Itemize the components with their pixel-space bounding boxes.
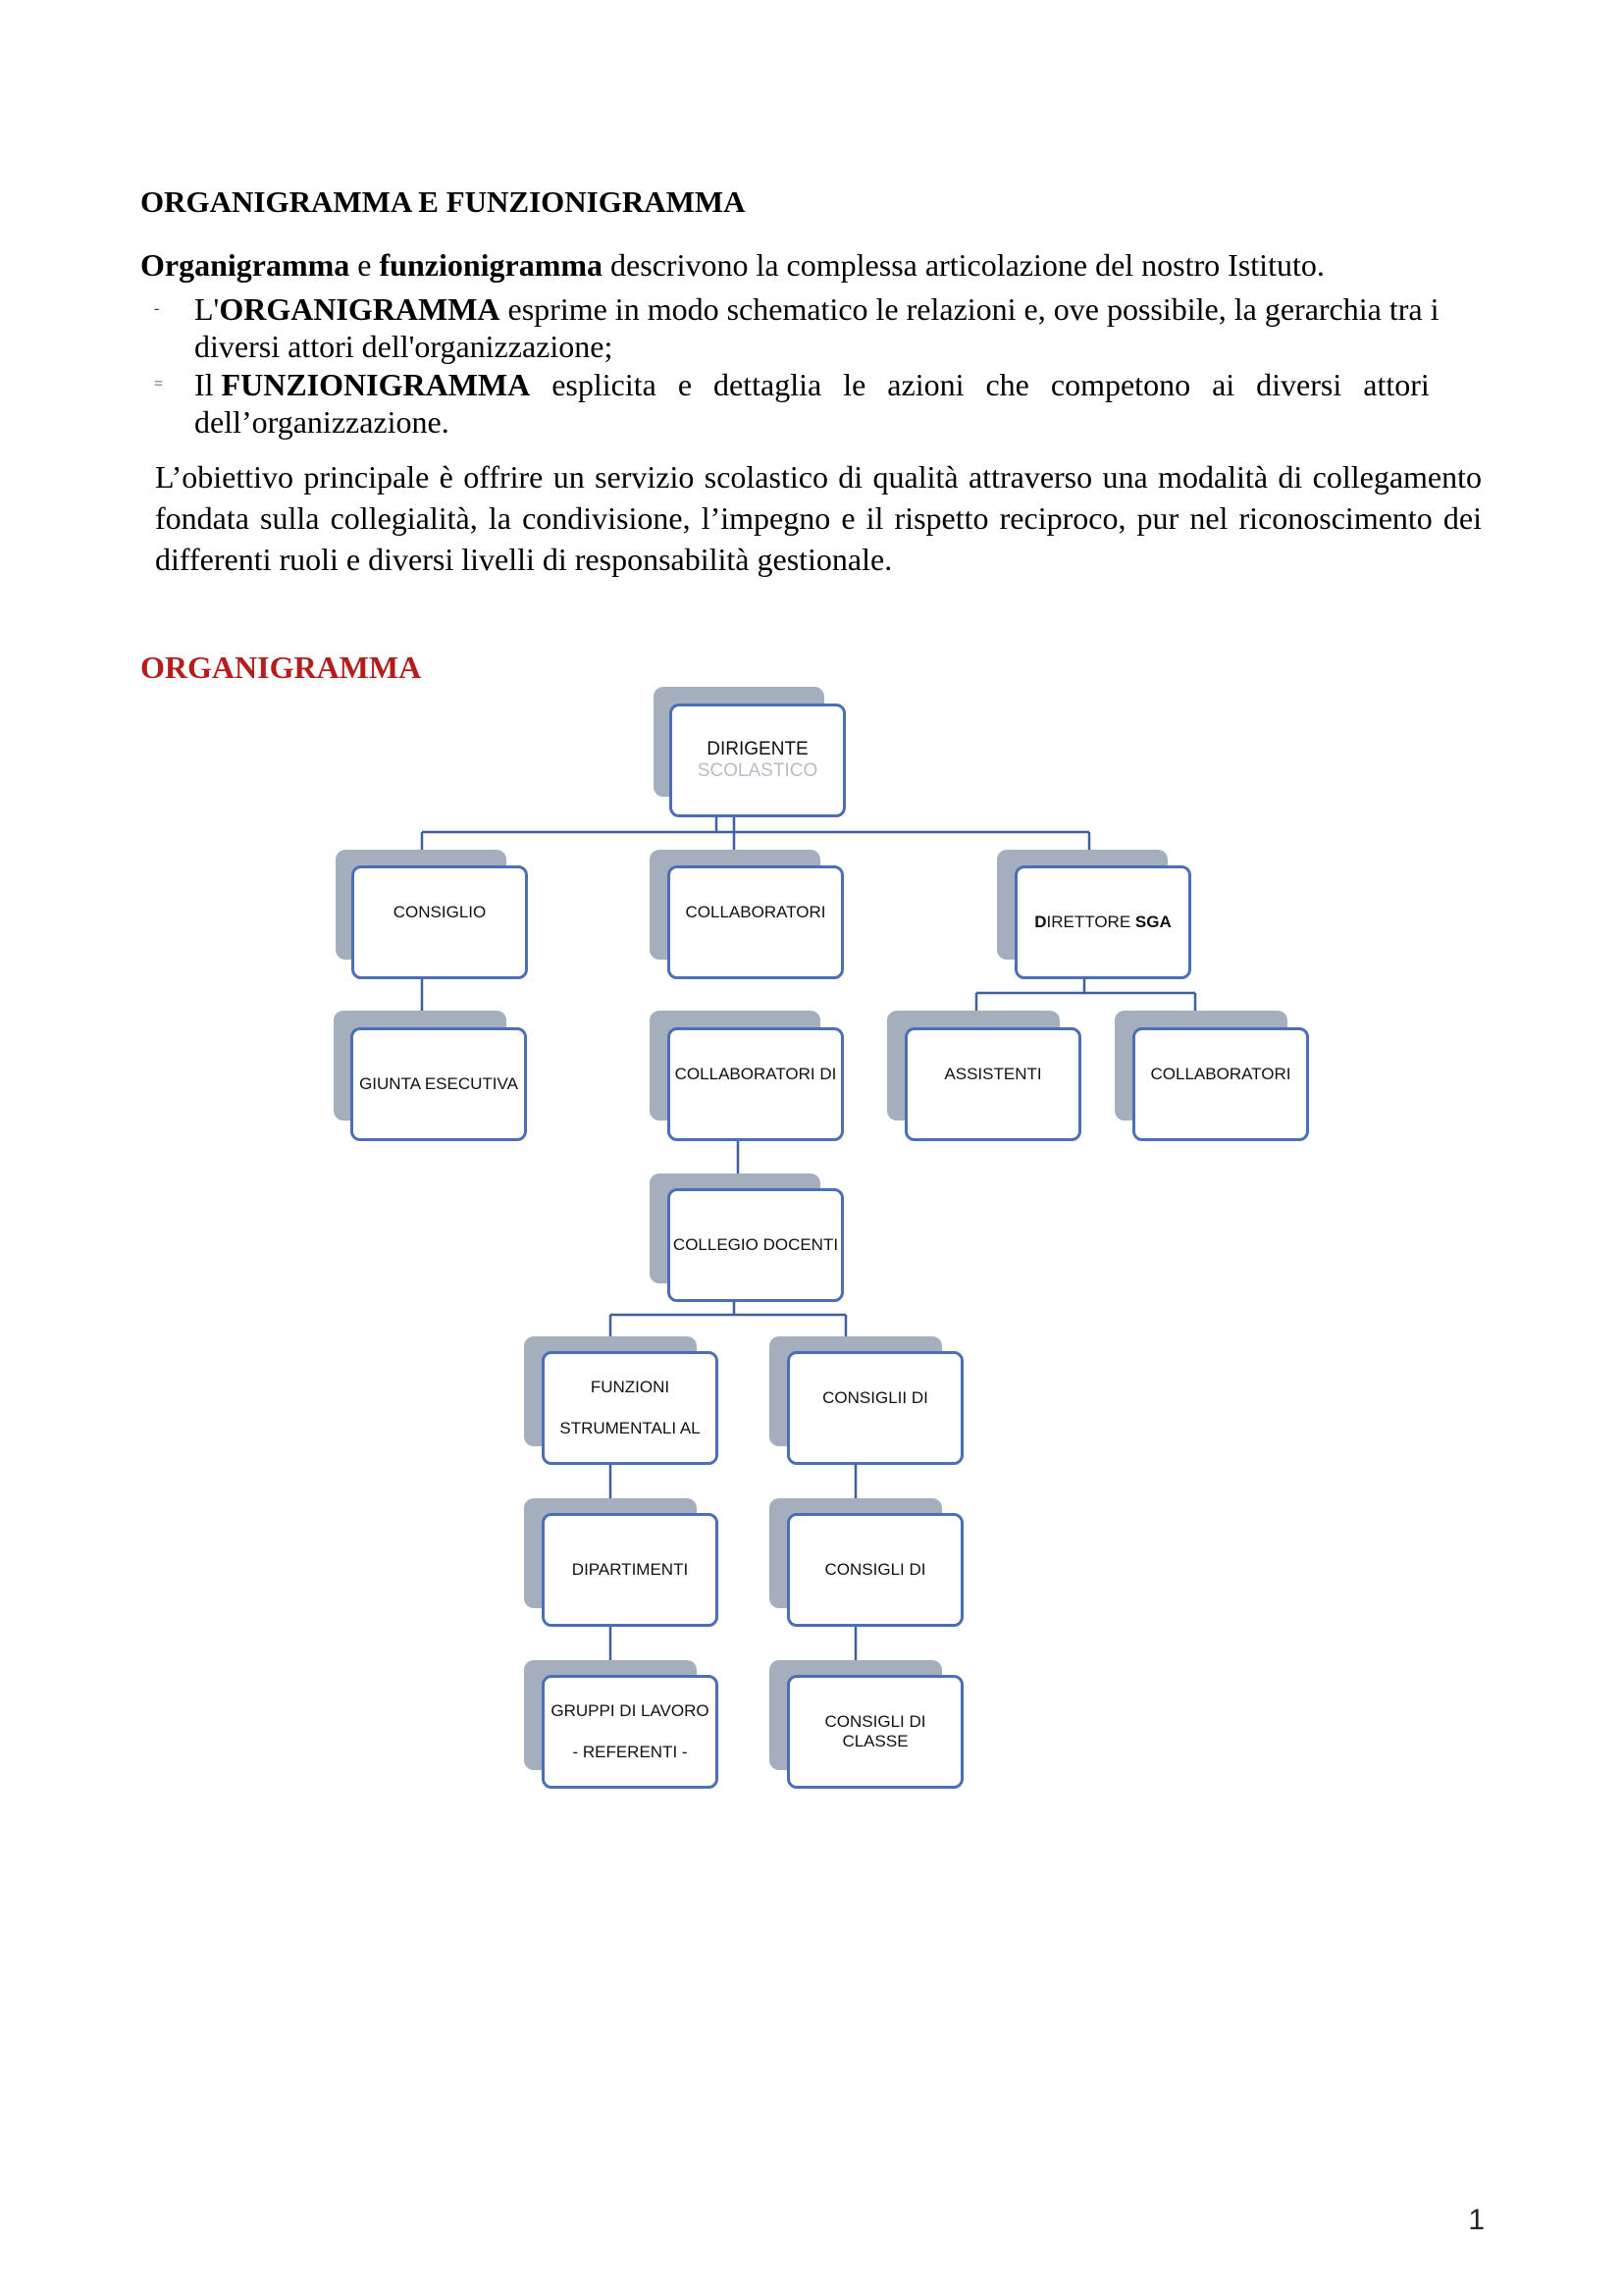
node-assistenti (905, 1027, 1081, 1141)
node-collaboratori-di (667, 1027, 844, 1141)
objective-paragraph: L’obiettivo principale è offrire un servizio scolastico di qualità attraverso una modalità di collegamento fondata sulla collegialità, la condivisione, l’impegno e il rispetto reciproco, pur nel riconoscimento dei differenti ruoli e diversi livelli di responsabilità gestionale. (155, 459, 1482, 577)
node-label-bold: SGA (1134, 913, 1172, 931)
node-gruppi-di-lavoro (542, 1675, 718, 1789)
node-label-line2: - REFERENTI - (572, 1743, 688, 1761)
bullet-line1: esplicita e dettaglia le azioni che competono ai diversi attori (530, 367, 1430, 402)
bullet-strong: FUNZIONIGRAMMA (221, 367, 531, 402)
bullet-strong: ORGANIGRAMMA (219, 291, 500, 327)
bullet-prefix: L' (194, 291, 220, 327)
bullet-line1: esprime in modo schematico le relazioni e, ove possibile, la gerarchia tra i (499, 291, 1440, 327)
node-label: CONSIGLIO (393, 903, 487, 921)
node-label: CONSIGLI DI CLASSE (824, 1712, 926, 1750)
node-label: GRUPPI DI LAVORO (550, 1701, 709, 1720)
node-label: DIRIGENTE (707, 739, 809, 759)
node-label: COLLEGIO DOCENTI (672, 1235, 839, 1254)
node-consiglii-di (787, 1351, 964, 1465)
node-label: FUNZIONI (590, 1378, 670, 1396)
node-collegio-docenti (667, 1188, 844, 1302)
node-consigli-di (787, 1513, 964, 1627)
bullet-prefix: Il (194, 367, 222, 402)
node-label-line2: STRUMENTALI AL (559, 1419, 701, 1437)
node-label-initial: D (1034, 913, 1047, 931)
node-giunta-esecutiva (350, 1027, 527, 1141)
node-dirigente-scolastico (669, 704, 846, 817)
bullet-line2: diversi attori dell'organizzazione; (194, 329, 613, 364)
node-label: ASSISTENTI (944, 1065, 1042, 1083)
node-label-mid: IRETTORE (1046, 913, 1135, 931)
bullet-marker: - (154, 300, 160, 317)
bullet-line2: dell’organizzazione. (194, 404, 449, 440)
node-label: DIPARTIMENTI (571, 1560, 689, 1579)
bullet-marker: = (154, 376, 164, 392)
node-label: COLLABORATORI DI (674, 1065, 837, 1083)
node-label: COLLABORATORI (685, 903, 826, 921)
node-label (1034, 913, 1172, 932)
node-label: CONSIGLI DI (824, 1560, 926, 1579)
node-direttore-sga (1015, 865, 1191, 979)
page-number: 1 (1468, 2204, 1485, 2236)
intro-conjunction: e (349, 247, 380, 283)
node-label: COLLABORATORI (1150, 1065, 1291, 1083)
node-funzioni-strumentali (542, 1351, 718, 1465)
node-label: CONSIGLII DI (822, 1388, 928, 1407)
node-collaboratori (667, 865, 844, 979)
node-dipartimenti (542, 1513, 718, 1627)
intro-term-organigramma: Organigramma (140, 247, 350, 283)
organigramma-heading: ORGANIGRAMMA (140, 650, 422, 685)
node-consiglio (351, 865, 528, 979)
node-label: GIUNTA ESECUTIVA (359, 1074, 518, 1093)
document-title: ORGANIGRAMMA E FUNZIONIGRAMMA (140, 184, 746, 219)
node-label-secondary: SCOLASTICO (697, 760, 818, 781)
intro-term-funzionigramma: funzionigramma (379, 247, 603, 283)
intro-rest: descrivono la complessa articolazione del nostro Istituto. (602, 247, 1325, 283)
node-collaboratori-sga (1132, 1027, 1309, 1141)
node-consigli-di-classe (787, 1675, 964, 1789)
